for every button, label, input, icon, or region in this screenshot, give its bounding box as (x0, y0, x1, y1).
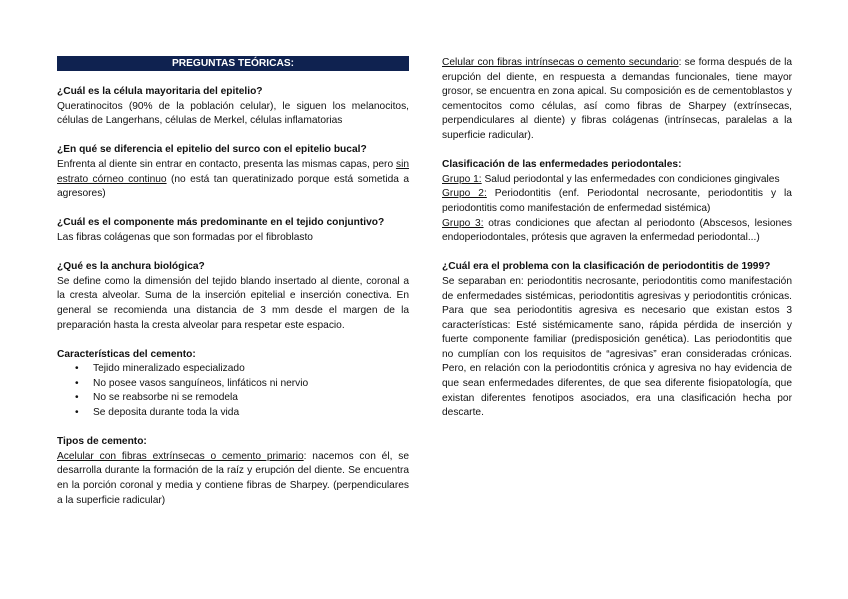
answer-1: Queratinocitos (90% de la población celular), le siguen los melanocitos, células de Langerhans, células de Merkel, células inflamatorias (57, 100, 409, 127)
answer-8: Se separaban en: periodontitis necrosante, periodontitis como manifestación de enfermedades sistémicas, periodontitis agresivas y periodontitis crónicas. Para que sea periodontitis agresiva es necesario que existan estos 3 características: Esté sistémicamente sano, rápida pérdida de inserción y fuerte componente familiar (predisposición genética). Las periodontitis que no cumplían con los requisitos de “agresivas” eran consideradas crónicas. Pero, en relación con la periodontitis crónica y agresiva no hay evidencia de que sean enfermedades diferentes, de que sea diferente fisiopatología, que existan diferentes fenotipos asociados, era una clasificación hecha por descarte. (442, 275, 792, 419)
question-2: ¿En qué se diferencia el epitelio del surco con el epitelio bucal? (57, 144, 367, 156)
question-4: ¿Qué es la anchura biológica? (57, 261, 205, 273)
answer-2: Enfrenta al diente sin entrar en contacto, presenta las mismas capas, pero sin estrato córneo continuo (no está tan queratinizado porque está sometida a agresores) (57, 158, 409, 200)
section-banner: PREGUNTAS TEÓRICAS: (57, 56, 409, 71)
answer-4: Se define como la dimensión del tejido blando insertado al diente, coronal a la cresta alveolar. Suma de la inserción epitelial e inserción conectiva. En general se recomienda una distancia de 3 mm desde el margen de la preparación hasta la cresta alveolar para respetar este espacio. (57, 275, 409, 331)
question-7: Clasificación de las enfermedades periodontales: (442, 159, 682, 171)
answer-6: Acelular con fibras extrínsecas o cemento primario: nacemos con él, se desarrolla durante la formación de la raíz y erupción del diente. Se encuentra en la porción coronal y media y contiene fibras de Sharpey. (perpendiculares a la superficie radicular) (57, 450, 409, 506)
underlined-phrase: sin estrato córneo continuo (57, 158, 409, 185)
paragraph-cement-secondary: Celular con fibras intrínsecas o cemento secundario: se forma después de la erupción del diente, en respuesta a demandas funcionales, tiene mayor grosor, se encuentra en zona apical. Su composición es de cementoblastos y cementocitos como células, así como fibras de Sharpey (extrínsecas, perpendiculares al diente) y fibras colágenas (intrínsecas, paralelas a la superficie radicular). (442, 57, 793, 141)
answer-3: Las fibras colágenas que son formadas por el fibroblasto (57, 231, 313, 243)
question-6: Tipos de cemento: (57, 436, 147, 448)
question-1: ¿Cuál es la célula mayoritaria del epitelio? (57, 86, 263, 97)
group-2: Grupo 2: Periodontitis (enf. Periodontal necrosante, periodontitis y la periodontitis como manifestación de enfermedad sistémica) (442, 188, 792, 214)
right-column (442, 56, 792, 421)
question-5: Características del cemento: (57, 348, 196, 360)
question-8: ¿Cuál era el problema con la clasificación de periodontitis de 1999? (442, 261, 771, 273)
left-column (57, 56, 409, 508)
list-item: • No posee vasos sanguíneos, linfáticos ni nervio (93, 377, 409, 392)
list-item: • Tejido mineralizado especializado (93, 362, 409, 377)
group-label: Grupo 1: (442, 173, 482, 185)
list-item: • No se reabsorbe ni se remodela (93, 391, 409, 406)
question-3: ¿Cuál es el componente más predominante en el tejido conjuntivo? (57, 217, 385, 229)
group-label: Grupo 3: (442, 217, 484, 229)
group-label: Grupo 2: (442, 188, 487, 200)
cement-characteristics-list (57, 362, 409, 420)
group-1: Grupo 1: Salud periodontal y las enfermedades con condiciones gingivales (442, 173, 780, 185)
underlined-phrase: Celular con fibras intrínsecas o cemento secundario (442, 57, 679, 68)
group-3: Grupo 3: otras condiciones que afectan al periodonto (Abscesos, lesiones endoperiodontales, prótesis que agraven la enfermedad periodontal...) (442, 217, 792, 244)
list-item: • Se deposita durante toda la vida (93, 406, 409, 421)
underlined-phrase: Acelular con fibras extrínsecas o cemento primario (57, 450, 304, 462)
